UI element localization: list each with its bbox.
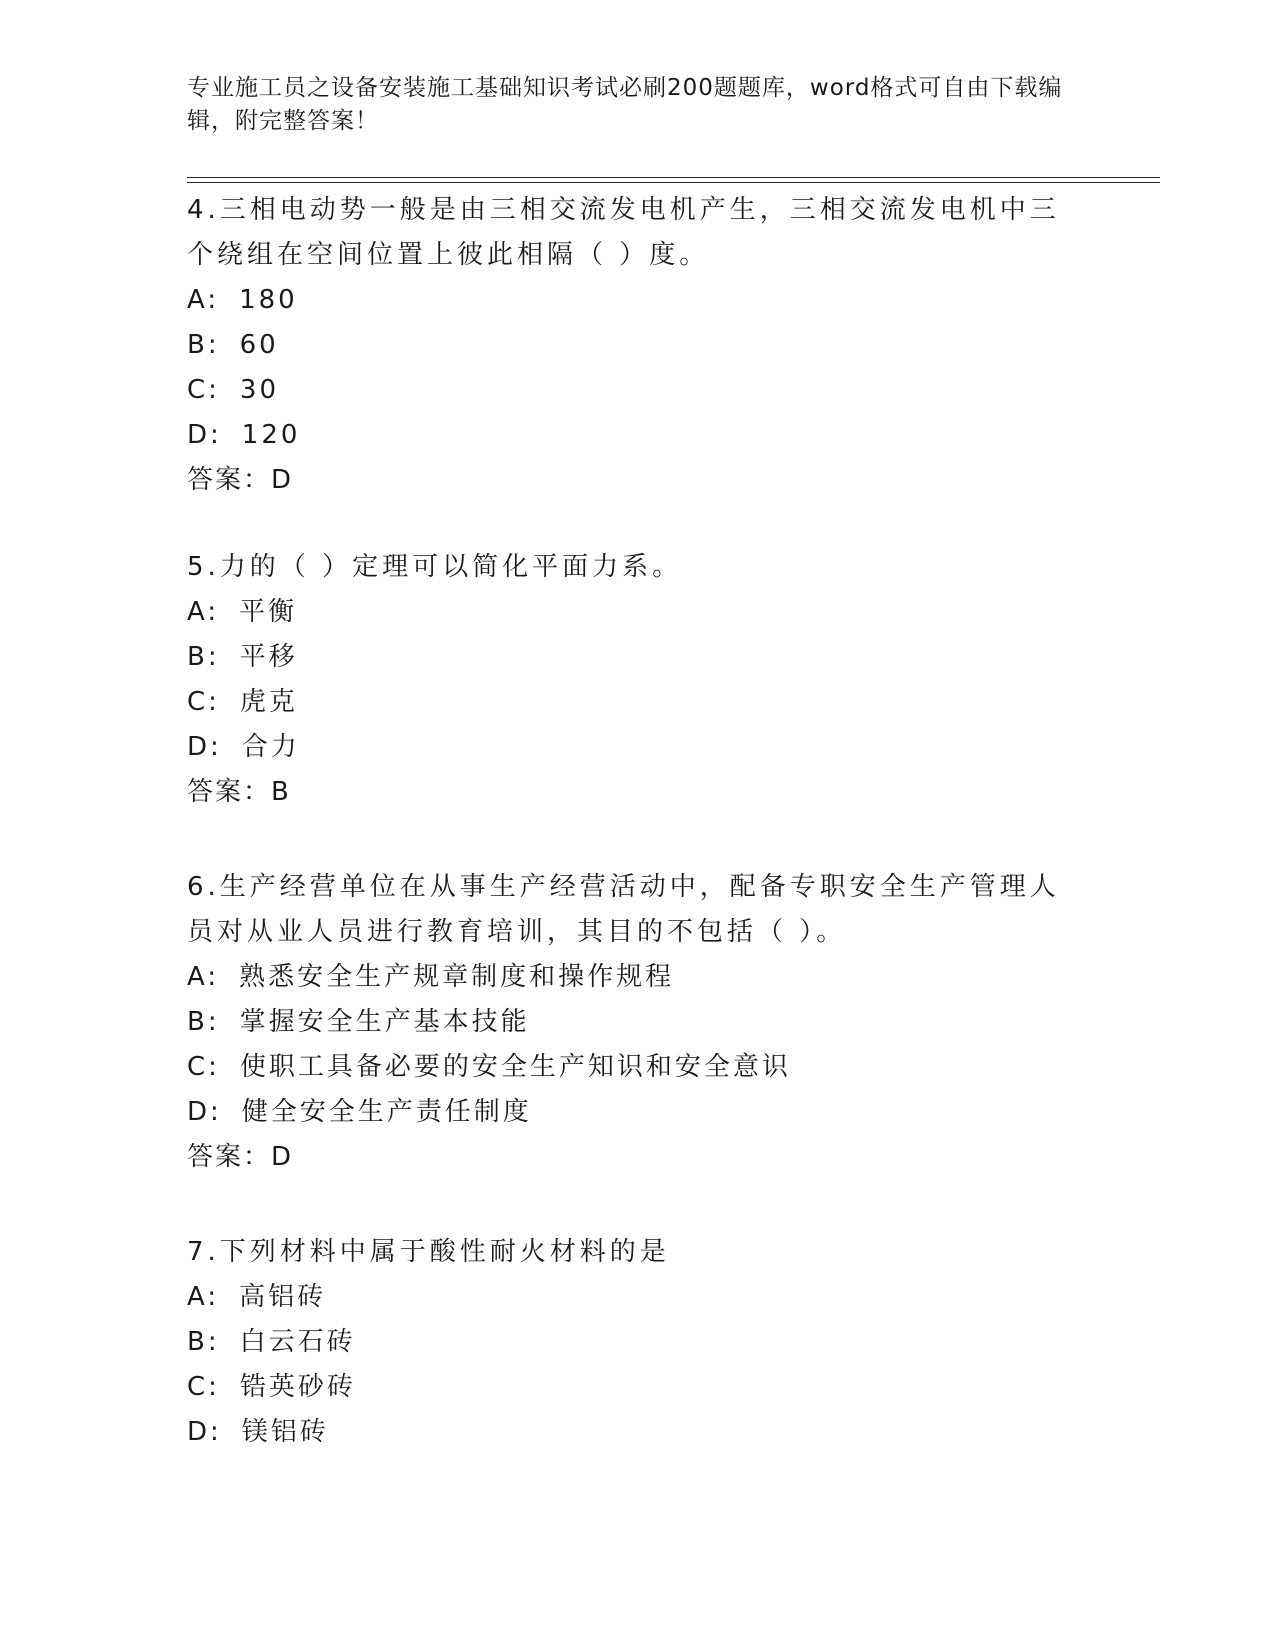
option-a: A: 180: [187, 285, 298, 315]
option-b: B: 平移: [187, 642, 298, 672]
document-header: 专业施工员之设备安装施工基础知识考试必刷200题题库，word格式可自由下载编辑，附完整答案！: [187, 75, 1063, 134]
question-text: 5.力的（ ）定理可以简化平面力系。: [187, 552, 683, 582]
option-d: D: 合力: [187, 732, 300, 762]
option-d: D: 健全安全生产责任制度: [187, 1097, 532, 1127]
question-6: [187, 865, 1067, 1180]
question-4: [187, 188, 1067, 503]
option-c: C: 使职工具备必要的安全生产知识和安全意识: [187, 1052, 791, 1082]
question-7: [187, 1230, 1067, 1455]
option-c: C: 虎克: [187, 687, 298, 717]
option-a: A: 熟悉安全生产规章制度和操作规程: [187, 962, 675, 992]
option-b: B: 白云石砖: [187, 1327, 356, 1357]
question-text: 6.生产经营单位在从事生产经营活动中，配备专职安全生产管理人员对从业人员进行教育培训，其目的不包括（ ）。: [187, 872, 1060, 947]
question-text: 4.三相电动势一般是由三相交流发电机产生，三相交流发电机中三个绕组在空间位置上彼此相隔（ ）度。: [187, 195, 1060, 270]
option-d: D: 镁铝砖: [187, 1417, 329, 1447]
option-b: B: 掌握安全生产基本技能: [187, 1007, 530, 1037]
option-c: C: 30: [187, 375, 280, 405]
answer: 答案：D: [187, 1142, 294, 1172]
answer: 答案：D: [187, 465, 294, 495]
header-rule-bottom: [187, 182, 1160, 183]
option-a: A: 高铝砖: [187, 1282, 327, 1312]
option-c: C: 锆英砂砖: [187, 1372, 356, 1402]
answer: 答案：B: [187, 777, 291, 807]
option-a: A: 平衡: [187, 597, 298, 627]
header-rule-top: [187, 177, 1160, 178]
question-text: 7.下列材料中属于酸性耐火材料的是: [187, 1237, 670, 1267]
option-d: D: 120: [187, 420, 301, 450]
question-5: [187, 545, 1067, 815]
option-b: B: 60: [187, 330, 279, 360]
